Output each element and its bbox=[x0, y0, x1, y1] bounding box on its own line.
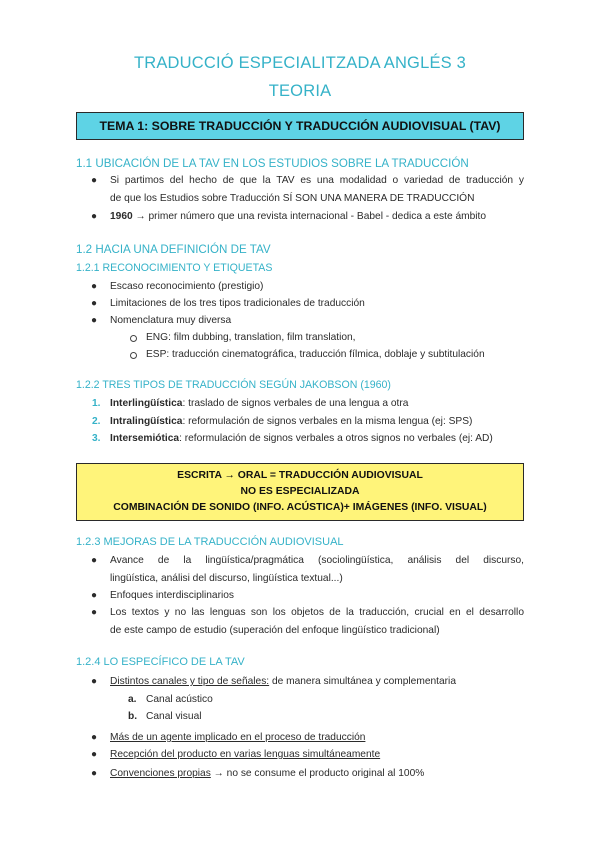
s3-bullet1-line1: Avance de la lingüística/pragmática (sociolingüística, análisis del discurso, bbox=[110, 555, 524, 566]
s2-numbered3-term: Intersemiótica bbox=[110, 433, 180, 444]
subsection-heading-1-2-4: 1.2.4 LO ESPECÍFICO DE LA TAV bbox=[76, 656, 245, 668]
highlight-line2: NO ES ESPECIALIZADA bbox=[240, 486, 360, 497]
highlight-line1: ESCRITA → ORAL = TRADUCCIÓN AUDIOVISUAL bbox=[177, 470, 423, 481]
topic-banner bbox=[76, 112, 524, 140]
s2-bullet1: Escaso reconocimiento (prestigio) bbox=[110, 281, 264, 292]
s2-bullet3: Nomenclatura muy diversa bbox=[110, 315, 232, 326]
subsection-heading-1-2-3: 1.2.3 MEJORAS DE LA TRADUCCIÓN AUDIOVISUAL bbox=[76, 536, 344, 548]
bullet-icon: ● bbox=[91, 175, 98, 186]
section-heading-1-2: 1.2 HACIA UNA DEFINICIÓN DE TAV bbox=[76, 243, 271, 256]
list-number: 2. bbox=[92, 416, 101, 427]
bullet-icon: ● bbox=[91, 281, 98, 292]
subsection-heading-1-2-2: 1.2.2 TRES TIPOS DE TRADUCCIÓN SEGÚN JAKOBSON (1960) bbox=[76, 379, 391, 391]
s4-bullet3-underlined: Recepción del producto en varias lenguas simultáneamente bbox=[110, 749, 381, 760]
bullet-icon: ● bbox=[91, 211, 98, 222]
s2-numbered1 bbox=[110, 398, 408, 409]
topic-title: TEMA 1: SOBRE TRADUCCIÓN Y TRADUCCIÓN AUDIOVISUAL (TAV) bbox=[99, 119, 501, 133]
s1-bullet2-text: → primer número que una revista internacional - Babel - dedica a este ámbito bbox=[132, 211, 487, 222]
s2-numbered1-text: : traslado de signos verbales de una lengua a otra bbox=[182, 398, 409, 409]
sub-bullet-icon bbox=[130, 352, 137, 359]
s4-bullet1-underlined: Distintos canales y tipo de señales: bbox=[110, 676, 270, 687]
bullet-icon: ● bbox=[91, 607, 98, 618]
s2-numbered2 bbox=[110, 416, 472, 427]
s2-subbullet2: ESP: traducción cinematográfica, traducción fílmica, doblaje y subtitulación bbox=[146, 349, 485, 360]
sub-bullet-icon bbox=[130, 335, 137, 342]
bullet-icon: ● bbox=[91, 732, 98, 743]
s1-bullet1-line1: Si partimos del hecho de que la TAV es una modalidad o variedad de traducción y bbox=[110, 175, 524, 186]
s4-bullet4-text: → no se consume el producto original al 100% bbox=[210, 768, 425, 779]
s4-bullet2 bbox=[110, 732, 365, 743]
s4-bullet1-text: de manera simultánea y complementaria bbox=[269, 676, 456, 687]
s4-bullet4 bbox=[110, 768, 424, 779]
s2-numbered2-text: : reformulación de signos verbales en la misma lengua (ej: SPS) bbox=[182, 416, 473, 427]
s4-sub-a: Canal acústico bbox=[146, 694, 213, 705]
bullet-icon: ● bbox=[91, 676, 98, 687]
s4-sub-b: Canal visual bbox=[146, 711, 202, 722]
s3-bullet2: Enfoques interdisciplinarios bbox=[110, 590, 235, 601]
s1-bullet2-year: 1960 bbox=[110, 211, 133, 222]
bullet-icon: ● bbox=[91, 749, 98, 760]
bullet-icon: ● bbox=[91, 298, 98, 309]
s1-bullet2 bbox=[110, 211, 486, 222]
s1-bullet1-line2: de que los Estudios sobre Traducción SÍ SON UNA MANERA DE TRADUCCIÓN bbox=[110, 193, 475, 204]
bullet-icon: ● bbox=[91, 555, 98, 566]
s4-bullet1 bbox=[110, 676, 456, 687]
s2-numbered1-term: Interlingüística bbox=[110, 398, 183, 409]
bullet-icon: ● bbox=[91, 315, 98, 326]
s3-bullet3-line1: Los textos y no las lenguas son los objetos de la traducción, crucial en el desarrollo bbox=[110, 607, 524, 618]
s2-numbered3 bbox=[110, 433, 493, 444]
sublist-letter: a. bbox=[128, 694, 137, 705]
list-number: 3. bbox=[92, 433, 101, 444]
s4-bullet4-underlined: Convenciones propias bbox=[110, 768, 211, 779]
s2-bullet2: Limitaciones de los tres tipos tradicionales de traducción bbox=[110, 298, 365, 309]
list-number: 1. bbox=[92, 398, 101, 409]
s3-bullet3-line2: de este campo de estudio (superación del enfoque lingüístico tradicional) bbox=[110, 625, 440, 636]
subsection-heading-1-2-1: 1.2.1 RECONOCIMIENTO Y ETIQUETAS bbox=[76, 262, 273, 274]
s4-bullet3 bbox=[110, 749, 380, 760]
s4-bullet2-underlined: Más de un agente implicado en el proceso de traducción bbox=[110, 732, 366, 743]
s2-subbullet1: ENG: film dubbing, translation, film translation, bbox=[146, 332, 356, 343]
document-subtitle: TEORIA bbox=[268, 82, 332, 100]
highlight-line3: COMBINACIÓN DE SONIDO (INFO. ACÚSTICA)+ IMÁGENES (INFO. VISUAL) bbox=[113, 502, 487, 513]
document-title: TRADUCCIÓ ESPECIALITZADA ANGLÉS 3 bbox=[133, 54, 467, 72]
s2-numbered2-term: Intralingüística bbox=[110, 416, 183, 427]
sublist-letter: b. bbox=[128, 711, 138, 722]
bullet-icon: ● bbox=[91, 590, 98, 601]
highlight-box bbox=[76, 463, 524, 521]
s3-bullet1-line2: lingüística, análisi del discurso, lingüística textual...) bbox=[110, 573, 343, 584]
bullet-icon: ● bbox=[91, 768, 98, 779]
section-heading-1-1: 1.1 UBICACIÓN DE LA TAV EN LOS ESTUDIOS SOBRE LA TRADUCCIÓN bbox=[76, 157, 469, 170]
s2-numbered3-text: : reformulación de signos verbales a otros signos no verbales (ej: AD) bbox=[179, 433, 493, 444]
